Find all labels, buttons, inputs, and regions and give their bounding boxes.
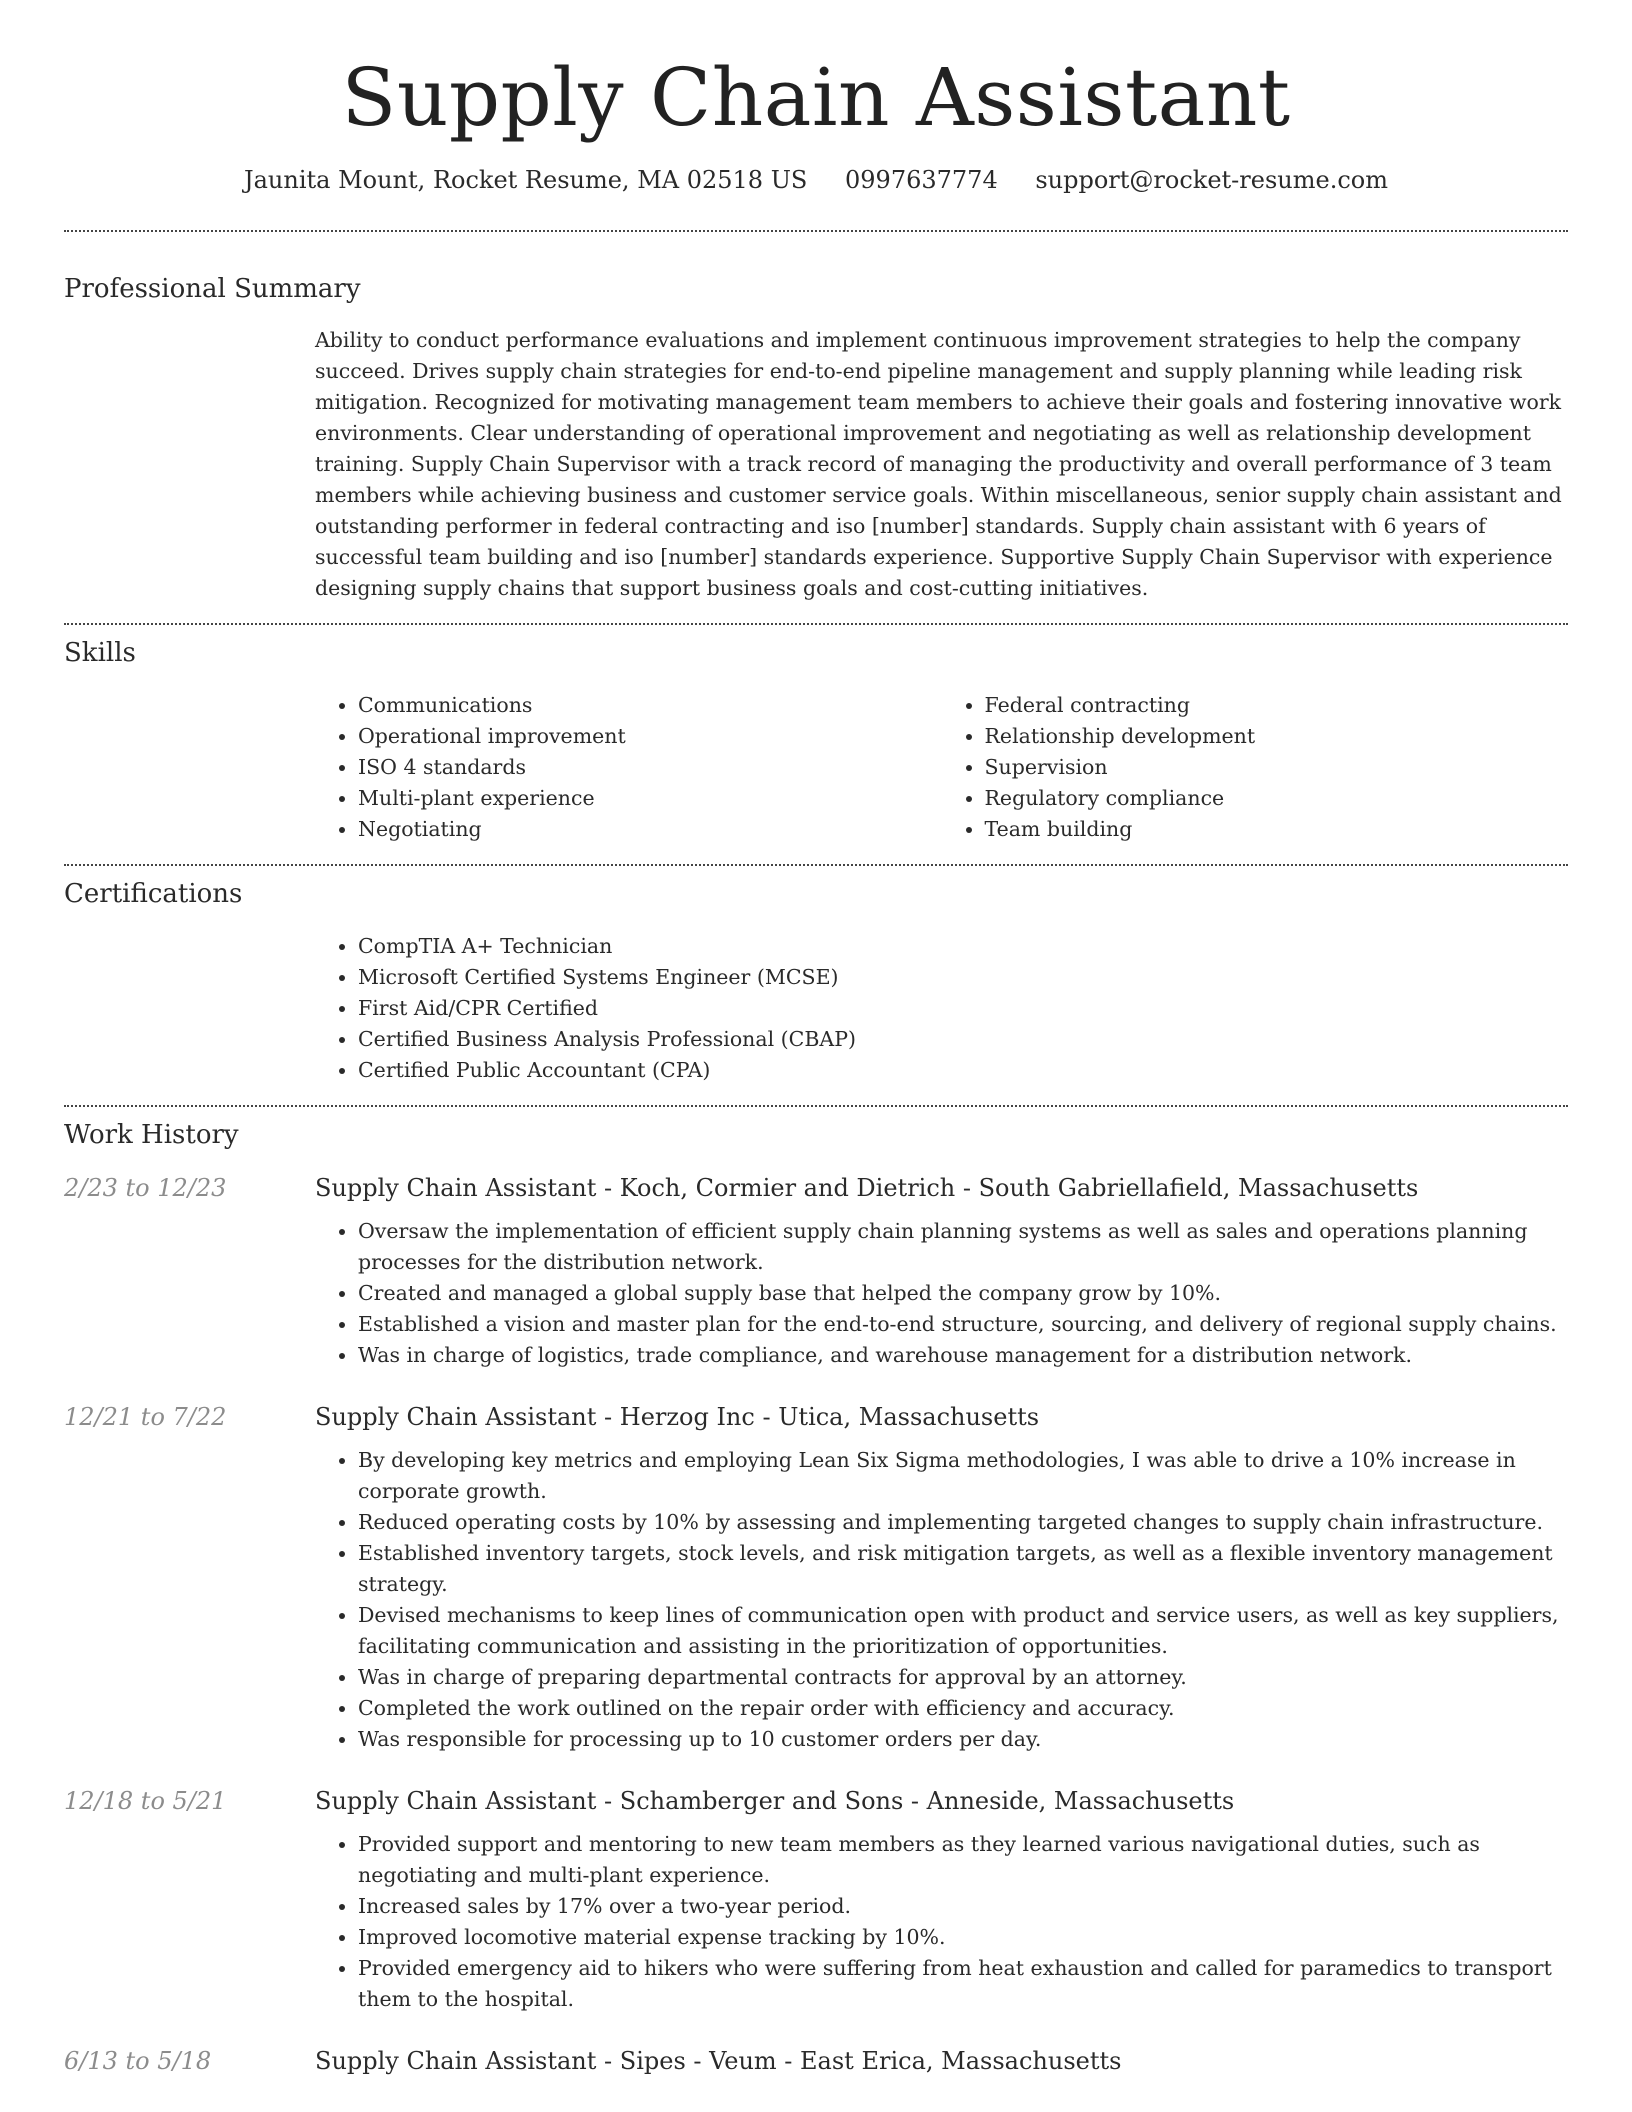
work-history-section bbox=[64, 1120, 1568, 2075]
job-header bbox=[64, 1174, 1568, 1202]
job-bullet: • Established a vision and master plan for the end-to-end structure, sourcing, and delivery of regional supply chains. bbox=[358, 1309, 1568, 1340]
skills-heading: Skills bbox=[64, 638, 136, 668]
certification-item: • CompTIA A+ Technician bbox=[358, 931, 1568, 962]
skills-list-left bbox=[315, 690, 942, 845]
job-title: Supply Chain Assistant - Herzog Inc - Utica, Massachusetts bbox=[315, 1403, 1040, 1431]
divider bbox=[64, 864, 1568, 866]
job-bullet: • Increased sales by 17% over a two-year period. bbox=[358, 1891, 1568, 1922]
job-bullet: • Was responsible for processing up to 10 customer orders per day. bbox=[358, 1724, 1568, 1755]
divider bbox=[64, 1105, 1568, 1107]
job-dates: 2/23 to 12/23 bbox=[64, 1174, 227, 1202]
job-title: Supply Chain Assistant - Schamberger and Sons - Anneside, Massachusetts bbox=[315, 1787, 1235, 1815]
certification-item: • Certified Public Accountant (CPA) bbox=[358, 1055, 1568, 1086]
certification-item: • First Aid/CPR Certified bbox=[358, 993, 1568, 1024]
skill-item: • Negotiating bbox=[358, 814, 942, 845]
job-entry bbox=[64, 1174, 1568, 1371]
contact-phone: 0997637774 bbox=[845, 166, 998, 194]
job-bullet: • Provided emergency aid to hikers who were suffering from heat exhaustion and called for paramedics to transport them to the hospital. bbox=[358, 1953, 1568, 2015]
resume-name: Supply Chain Assistant bbox=[341, 51, 1291, 144]
job-dates: 12/21 to 7/22 bbox=[64, 1403, 227, 1431]
job-bullet: • Provided support and mentoring to new team members as they learned various navigational duties, such as negotiating and multi-plant experience. bbox=[358, 1829, 1568, 1891]
skill-item: • Team building bbox=[985, 814, 1569, 845]
skill-item: • Supervision bbox=[985, 752, 1569, 783]
job-bullet: • Oversaw the implementation of efficient supply chain planning systems as well as sales and operations planning processes for the distribution network. bbox=[358, 1216, 1568, 1278]
job-bullet: • Devised mechanisms to keep lines of communication open with product and service users, as well as key suppliers, facilitating communication and assisting in the prioritization of opportunities. bbox=[358, 1600, 1568, 1662]
job-title: Supply Chain Assistant - Sipes - Veum - East Erica, Massachusetts bbox=[315, 2047, 1122, 2075]
certifications-section bbox=[64, 879, 1568, 1086]
job-header bbox=[64, 1787, 1568, 1815]
skill-item: • Relationship development bbox=[985, 721, 1569, 752]
job-bullets bbox=[315, 1216, 1568, 1371]
skills-grid bbox=[315, 690, 1568, 845]
summary-section bbox=[64, 274, 1568, 604]
certifications-body bbox=[315, 931, 1568, 1086]
job-bullet: • Improved locomotive material expense tracking by 10%. bbox=[358, 1922, 1568, 1953]
summary-body bbox=[315, 325, 1568, 604]
certifications-list bbox=[315, 931, 1568, 1086]
contact-line bbox=[64, 166, 1568, 194]
job-title: Supply Chain Assistant - Koch, Cormier and Dietrich - South Gabriellafield, Massachusetts bbox=[315, 1174, 1419, 1202]
skill-item: • Multi-plant experience bbox=[358, 783, 942, 814]
skill-item: • Regulatory compliance bbox=[985, 783, 1569, 814]
skill-item: • Operational improvement bbox=[358, 721, 942, 752]
job-bullet: • Established inventory targets, stock levels, and risk mitigation targets, as well as a flexible inventory management strategy. bbox=[358, 1538, 1568, 1600]
resume-page bbox=[64, 0, 1568, 2075]
job-bullets bbox=[315, 1829, 1568, 2015]
job-bullet: • Was in charge of preparing departmental contracts for approval by an attorney. bbox=[358, 1662, 1568, 1693]
skill-item: • Communications bbox=[358, 690, 942, 721]
contact-email: support@rocket-resume.com bbox=[1035, 166, 1388, 194]
job-entry bbox=[64, 1787, 1568, 2015]
summary-text: Ability to conduct performance evaluations and implement continuous improvement strategies to help the company succeed. Drives supply chain strategies for end-to-end pipeline management and supply planning while leading risk mitigation. Recognized for motivating management team members to achieve their goals and fostering innovative work environments. Clear understanding of operational improvement and negotiating as well as relationship development training. Supply Chain Supervisor with a track record of managing the productivity and overall performance of 3 team members while achieving business and customer service goals. Within miscellaneous, senior supply chain assistant and outstanding performer in federal contracting and iso [number] standards. Supply chain assistant with 6 years of successful team building and iso [number] standards experience. Supportive Supply Chain Supervisor with experience designing supply chains that support business goals and cost-cutting initiatives. bbox=[315, 328, 1562, 600]
job-bullet: • Reduced operating costs by 10% by assessing and implementing targeted changes to supply chain infrastructure. bbox=[358, 1507, 1568, 1538]
job-bullet: • Was in charge of logistics, trade compliance, and warehouse management for a distribution network. bbox=[358, 1340, 1568, 1371]
divider bbox=[64, 623, 1568, 625]
job-bullets bbox=[315, 1445, 1568, 1755]
job-dates: 6/13 to 5/18 bbox=[64, 2047, 212, 2075]
job-bullet: • Created and managed a global supply base that helped the company grow by 10%. bbox=[358, 1278, 1568, 1309]
certification-item: • Microsoft Certified Systems Engineer (MCSE) bbox=[358, 962, 1568, 993]
work-history-heading: Work History bbox=[64, 1120, 239, 1150]
skills-list-right bbox=[942, 690, 1569, 845]
job-header bbox=[64, 1403, 1568, 1431]
summary-heading: Professional Summary bbox=[64, 274, 361, 304]
certifications-heading: Certifications bbox=[64, 879, 243, 909]
skills-section bbox=[64, 638, 1568, 845]
job-entry bbox=[64, 2047, 1568, 2075]
job-entry bbox=[64, 1403, 1568, 1755]
certification-item: • Certified Business Analysis Professional (CBAP) bbox=[358, 1024, 1568, 1055]
job-header bbox=[64, 2047, 1568, 2075]
job-bullet: • Completed the work outlined on the repair order with efficiency and accuracy. bbox=[358, 1693, 1568, 1724]
job-dates: 12/18 to 5/21 bbox=[64, 1787, 227, 1815]
skill-item: • ISO 4 standards bbox=[358, 752, 942, 783]
job-bullet: • By developing key metrics and employing Lean Six Sigma methodologies, I was able to drive a 10% increase in corporate growth. bbox=[358, 1445, 1568, 1507]
contact-address: Jaunita Mount, Rocket Resume, MA 02518 US bbox=[244, 166, 808, 194]
divider bbox=[64, 230, 1568, 232]
skill-item: • Federal contracting bbox=[985, 690, 1569, 721]
